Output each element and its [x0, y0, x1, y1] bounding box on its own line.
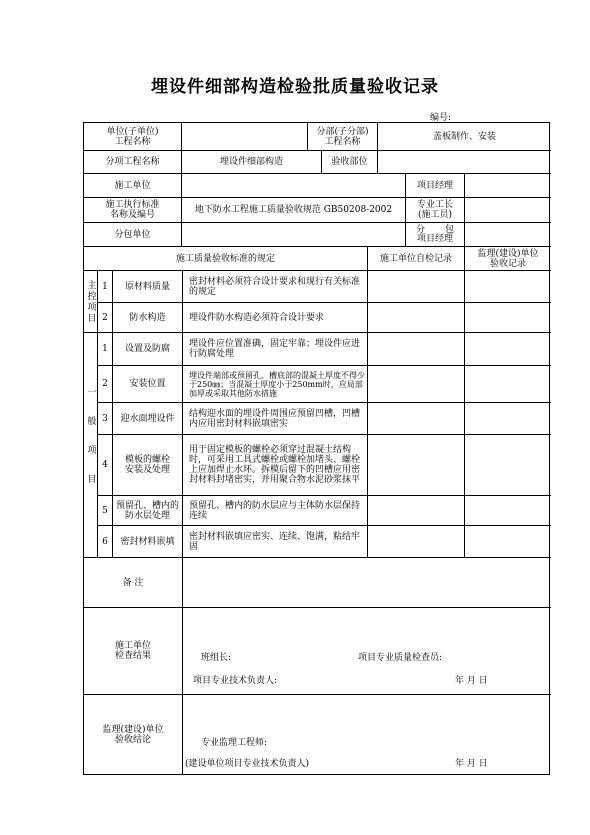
general-item-4-no: 4 [98, 435, 113, 496]
main-item-1-self-check[interactable] [368, 271, 465, 303]
sub-item-project-label: 分项工程名称 [84, 151, 182, 174]
general-item-1-no: 1 [98, 333, 113, 366]
supervising-engineer-label: 专业监理工程师: [201, 738, 268, 748]
foreman-label: 专业工长 (施工员) [406, 198, 465, 223]
supervision-date-label: 年 月 日 [455, 759, 488, 769]
general-item-5-supervision[interactable] [465, 496, 551, 526]
main-item-2-no: 2 [98, 303, 113, 333]
general-item-5-self-check[interactable] [368, 496, 465, 526]
general-item-6-no: 6 [98, 526, 113, 558]
main-item-1-supervision[interactable] [465, 271, 551, 303]
general-item-3-no: 3 [98, 403, 113, 435]
sub-item-project-value[interactable]: 埋设件细部构造 [182, 151, 322, 174]
unit-project-name-label: 单位(子单位) 工程名称 [84, 123, 182, 151]
general-item-1-rule: 埋设件应位置准确，固定牢靠；埋设件应进行防腐处理 [183, 333, 368, 366]
general-item-6-name: 密封材料嵌填 [113, 526, 183, 558]
general-item-2-rule: 埋设件端部或预留孔、槽底部的混凝土厚度不得少于250㎜；当混凝土厚度小于250mm时，应局部加厚或采取其他防水措施 [183, 366, 368, 403]
general-item-3-rule: 结构迎水面的埋设件周围应预留凹槽，凹槽内应用密封材料嵌填密实 [183, 403, 368, 435]
general-item-4-self-check[interactable] [368, 435, 465, 496]
supervision-header: 监理(建设)单位 验收记录 [465, 247, 551, 271]
standard-label: 施工执行标准 名称及编号 [84, 198, 182, 223]
unit-project-name-value[interactable] [182, 123, 308, 151]
project-manager-label: 项目经理 [406, 174, 465, 198]
supervision-conclusion-area[interactable] [183, 695, 551, 774]
page-title: 埋设件细部构造检验批质量验收记录 [151, 77, 439, 97]
supervision-conclusion-label: 监理(建设)单位 验收结论 [84, 695, 183, 774]
remarks-value[interactable] [183, 558, 551, 608]
owner-tech-lead-label: (建设单位项目专业技术负责人) [185, 759, 310, 769]
remarks-label: 备 注 [84, 558, 183, 608]
main-control-group-label: 主控项目 [84, 271, 98, 333]
general-item-2-no: 2 [98, 366, 113, 403]
division-project-name-label: 分部(子分部) 工程名称 [308, 123, 378, 151]
acceptance-location-value[interactable] [378, 151, 551, 174]
contractor-label: 施工单位 [84, 174, 182, 198]
subcontractor-label: 分包单位 [84, 223, 182, 247]
main-item-1-name: 原材料质量 [113, 271, 183, 303]
contractor-date-label: 年 月 日 [455, 676, 488, 686]
general-item-2-supervision[interactable] [465, 366, 551, 403]
contractor-check-area[interactable] [183, 608, 551, 695]
self-check-header: 施工单位自检记录 [368, 247, 465, 271]
general-item-5-rule: 预留孔、槽内的防水层应与主体防水层保持连续 [183, 496, 368, 526]
general-item-3-self-check[interactable] [368, 403, 465, 435]
general-item-1-supervision[interactable] [465, 333, 551, 366]
qc-inspector-label: 项目专业质量检查员: [358, 653, 443, 663]
general-item-2-name: 安装位置 [113, 366, 183, 403]
main-item-2-supervision[interactable] [465, 303, 551, 333]
main-item-1-rule: 密封材料必须符合设计要求和现行有关标准的规定 [183, 271, 368, 303]
team-leader-label: 班组长: [201, 653, 232, 663]
project-manager-value[interactable] [465, 174, 551, 198]
general-item-4-supervision[interactable] [465, 435, 551, 496]
main-item-1-no: 1 [98, 271, 113, 303]
division-project-name-value[interactable]: 盖板制作、安装 [378, 123, 551, 151]
general-item-6-supervision[interactable] [465, 526, 551, 558]
main-item-2-name: 防水构造 [113, 303, 183, 333]
general-item-2-self-check[interactable] [368, 366, 465, 403]
sub-project-manager-value[interactable] [465, 223, 551, 247]
general-item-6-rule: 密封材料嵌填应密实、连续、饱满，粘结牢固 [183, 526, 368, 558]
acceptance-location-label: 验收部位 [322, 151, 378, 174]
general-item-1-self-check[interactable] [368, 333, 465, 366]
standard-value[interactable]: 地下防水工程施工质量验收规范 GB50208-2002 [182, 198, 406, 223]
contractor-check-label: 施工单位 检查结果 [84, 608, 183, 695]
main-item-2-self-check[interactable] [368, 303, 465, 333]
general-item-3-name: 迎水面埋设件 [113, 403, 183, 435]
spec-header: 施工质量验收标准的规定 [84, 247, 368, 271]
foreman-value[interactable] [465, 198, 551, 223]
main-item-2-rule: 埋设件防水构造必须符合设计要求 [183, 303, 368, 333]
doc-number-label: 编号: [430, 113, 452, 123]
tech-lead-label: 项目专业技术负责人: [193, 676, 278, 686]
general-item-5-no: 5 [98, 496, 113, 526]
general-item-6-self-check[interactable] [368, 526, 465, 558]
general-item-1-name: 设置及防腐 [113, 333, 183, 366]
sub-project-manager-label: 分 包 项目经理 [406, 223, 465, 247]
general-item-4-rule: 用于固定模板的螺栓必须穿过混凝土结构时，可采用工具式螺栓或螺栓加堵头、螺栓上应加焊止水环。拆模后留下的凹槽应用密封材料封堵密实，并用聚合物水泥砂浆抹平 [183, 435, 368, 496]
general-group-label: 一般项目 [84, 333, 98, 558]
contractor-value[interactable] [182, 174, 406, 198]
general-item-4-name: 模板的螺栓 安装及处理 [113, 435, 183, 496]
subcontractor-value[interactable] [182, 223, 406, 247]
inspection-form-table [83, 122, 550, 775]
general-item-5-name: 预留孔、槽内的 防水层处理 [113, 496, 183, 526]
general-item-3-supervision[interactable] [465, 403, 551, 435]
